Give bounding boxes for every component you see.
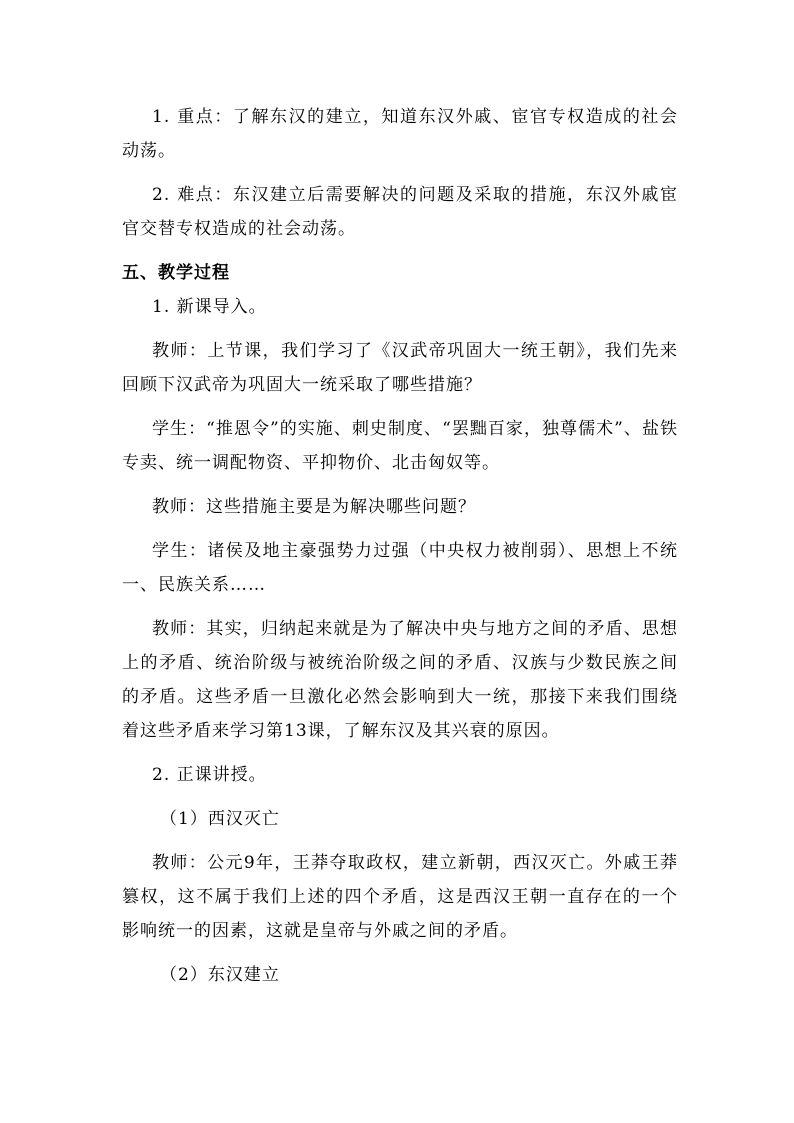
subheading-eastern-han-founding: （2）东汉建立	[160, 965, 280, 985]
teacher-paragraph-1: 教师：上节课，我们学习了《汉武帝巩固大一统王朝》，我们先来回顾下汉武帝为巩固大一统采取了哪些措施？	[122, 341, 678, 395]
student-paragraph-2: 学生：诸侯及地主豪强势力过强（中央权力被削弱）、思想上不统一、民族关系……	[122, 541, 678, 595]
key-point-paragraph: 1. 重点：了解东汉的建立，知道东汉外戚、宦官专权造成的社会动荡。	[122, 107, 678, 161]
teacher-paragraph-4: 教师：公元9年，王莽夺取政权，建立新朝，西汉灭亡。外戚王莽篡权，这不属于我们上述的四个矛盾，这是西汉王朝一直存在的一个影响统一的因素，这就是皇帝与外戚之间的矛盾。	[122, 853, 678, 941]
section-heading: 五、教学过程	[122, 263, 230, 283]
intro-title: 1. 新课导入。	[152, 297, 267, 317]
teacher-paragraph-2: 教师：这些措施主要是为解决哪些问题？	[152, 497, 476, 517]
student-paragraph-1: 学生：“推恩令”的实施、刺史制度、“罢黜百家，独尊儒术”、盐铁专卖、统一调配物资、平抑物价、北击匈奴等。	[122, 419, 678, 473]
difficult-point-paragraph: 2. 难点：东汉建立后需要解决的问题及采取的措施，东汉外戚宦官交替专权造成的社会动荡。	[122, 185, 678, 239]
subheading-western-han-fall: （1）西汉灭亡	[160, 809, 280, 829]
teacher-paragraph-3: 教师：其实，归纳起来就是为了解决中央与地方之间的矛盾、思想上的矛盾、统治阶级与被统治阶级之间的矛盾、汉族与少数民族之间的矛盾。这些矛盾一旦激化必然会影响到大一统，那接下来我们围绕着这些矛盾来学习第13课，了解东汉及其兴衰的原因。	[122, 619, 678, 741]
document-body	[122, 100, 678, 1002]
lecture-title: 2. 正课讲授。	[152, 765, 267, 785]
